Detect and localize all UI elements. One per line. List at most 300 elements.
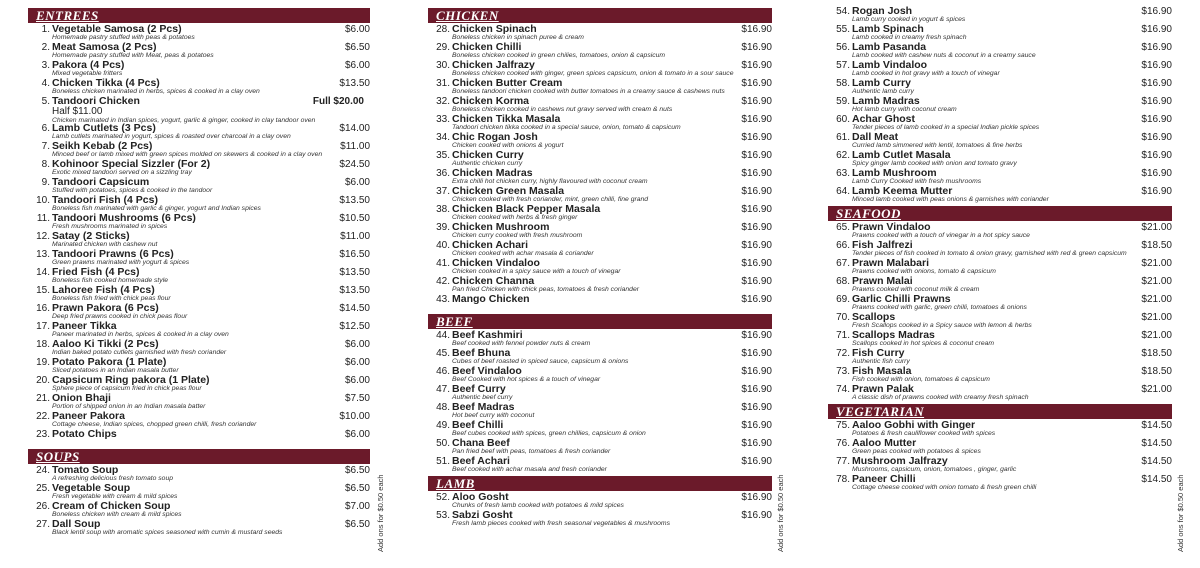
item-number: 37.	[436, 186, 450, 197]
item-price: $21.00	[1141, 330, 1172, 341]
item-description: Fresh mushrooms marinated in spices	[52, 222, 168, 230]
item-price: $16.90	[741, 42, 772, 53]
menu-item	[428, 258, 772, 276]
item-name: Chicken Green Masala	[452, 185, 565, 197]
item-number: 15.	[36, 285, 50, 296]
column-chicken-beef-lamb	[428, 6, 772, 528]
item-description: Hot lamb curry with coconut cream	[852, 105, 957, 113]
item-number: 46.	[436, 366, 450, 377]
item-number: 3.	[41, 60, 50, 71]
item-name: Beef Bhuna	[452, 347, 511, 359]
item-price: $7.00	[344, 501, 370, 512]
item-description: Authentic beef curry	[452, 393, 513, 401]
menu-item	[28, 285, 370, 303]
menu-item	[28, 78, 370, 96]
item-price: $16.90	[1141, 114, 1172, 125]
item-name: Prawn Palak	[852, 383, 914, 395]
item-price: $6.00	[344, 429, 370, 440]
item-name: Chicken Madras	[452, 167, 533, 179]
item-description: Fresh Scallops cooked in a Spicy sauce with lemon & herbs	[852, 321, 1032, 329]
item-name: Paneer Pakora	[52, 410, 125, 422]
item-price: $16.90	[741, 222, 772, 233]
item-name: Aaloo Ki Tikki (2 Pcs)	[52, 338, 159, 350]
menu-item	[28, 24, 370, 42]
item-price: $21.00	[1141, 312, 1172, 323]
section-title: SOUPS	[36, 449, 80, 464]
menu-item	[28, 411, 370, 429]
item-number: 40.	[436, 240, 450, 251]
item-number: 54.	[836, 6, 850, 17]
item-description: Deep fried prawns cooked in chick peas flour	[52, 312, 188, 320]
menu-item	[28, 303, 370, 321]
item-name: Tandoori Chicken	[52, 95, 140, 107]
item-price: $16.90	[741, 24, 772, 35]
menu-item	[28, 141, 370, 159]
item-number: 19.	[36, 357, 50, 368]
item-description: Chunks of fresh lamb cooked with potatoes & mild spices	[452, 501, 624, 509]
item-name: Satay (2 Sticks)	[52, 230, 130, 242]
item-description: Lamb cooked in creamy fresh spinach	[852, 33, 967, 41]
item-description: Lamb cooked with cashew nuts & coconut in a creamy sauce	[852, 51, 1036, 59]
column-lamb-seafood-vegetarian	[828, 6, 1172, 492]
item-name: Lamb Vindaloo	[852, 59, 928, 71]
item-number: 56.	[836, 42, 850, 53]
menu-item	[428, 222, 772, 240]
item-price: $6.50	[344, 519, 370, 530]
item-number: 2.	[41, 42, 50, 53]
item-number: 1.	[41, 24, 50, 35]
item-description: Boneless chicken cooked with ginger, green spices capsicum, onion & tomato in a sour sauce	[452, 69, 734, 77]
menu-item	[828, 78, 1172, 96]
menu-item	[828, 168, 1172, 186]
item-name: Beef Chilli	[452, 419, 504, 431]
item-price: $16.90	[741, 204, 772, 215]
item-number: 55.	[836, 24, 850, 35]
item-description: Beef cooked with achar masala and fresh coriander	[452, 465, 607, 473]
item-number: 67.	[836, 258, 850, 269]
item-name: Garlic Chilli Prawns	[852, 293, 951, 305]
section-header	[828, 206, 1172, 221]
item-price: $6.00	[344, 60, 370, 71]
item-number: 5.	[41, 96, 50, 107]
item-description: Cubes of beef roasted in spiced sauce, capsicum & onions	[452, 357, 629, 365]
item-price: $16.90	[1141, 132, 1172, 143]
item-description: Boneless chicken cooked in cashews nut gravy served with cream & nuts	[452, 105, 673, 113]
item-price: $16.90	[1141, 24, 1172, 35]
item-name: Beef Curry	[452, 383, 506, 395]
item-number: 21.	[36, 393, 50, 404]
menu-item	[28, 177, 370, 195]
item-number: 33.	[436, 114, 450, 125]
item-name: Chicken Butter Cream	[452, 77, 563, 89]
menu-item	[28, 42, 370, 60]
item-description: A classic dish of prawns cooked with creamy fresh spinach	[852, 393, 1029, 401]
menu-item	[828, 24, 1172, 42]
item-name: Kohinoor Special Sizzler (For 2)	[52, 158, 211, 170]
item-number: 75.	[836, 420, 850, 431]
item-name: Dall Meat	[852, 131, 899, 143]
item-name: Mushroom Jalfrazy	[852, 455, 948, 467]
item-description: Chicken cooked with onions & yogurt	[452, 141, 564, 149]
item-number: 9.	[41, 177, 50, 188]
menu-item	[828, 6, 1172, 24]
item-name: Chicken Chilli	[452, 41, 522, 53]
item-description: Portion of shipped onion in an Indian masala batter	[52, 402, 206, 410]
item-number: 11.	[36, 213, 50, 224]
menu-item	[28, 465, 370, 483]
item-description: Homemade pastry stuffed with Meat, peas & potatoes	[52, 51, 214, 59]
item-price: $16.90	[741, 492, 772, 503]
item-price: $16.90	[1141, 78, 1172, 89]
menu-item	[428, 24, 772, 42]
item-name: Chic Rogan Josh	[452, 131, 538, 143]
item-price: $13.50	[339, 267, 370, 278]
item-description: Sphere piece of capsicum fried in chick peas flour	[52, 384, 202, 392]
item-name: Prawn Pakora (6 Pcs)	[52, 302, 159, 314]
item-number: 44.	[436, 330, 450, 341]
item-description: Boneless chicken cooked in green chilies, tomatoes, onion & capsicum	[452, 51, 666, 59]
section-title: LAMB	[436, 476, 475, 491]
item-description: Mushrooms, capsicum, onion, tomatoes , ginger, garlic	[852, 465, 1017, 473]
item-number: 17.	[36, 321, 50, 332]
item-price: $6.50	[344, 483, 370, 494]
item-name: Chicken Spinach	[452, 23, 537, 35]
menu-item	[28, 501, 370, 519]
item-price: $16.90	[1141, 168, 1172, 179]
item-description: Boneless chicken with cream & mild spices	[52, 510, 182, 518]
menu-item	[428, 78, 772, 96]
item-number: 70.	[836, 312, 850, 323]
menu-item	[428, 366, 772, 384]
item-name: Chicken Tikka Masala	[452, 113, 561, 125]
item-number: 59.	[836, 96, 850, 107]
item-name: Aaloo Gobhi with Ginger	[852, 419, 976, 431]
item-name: Onion Bhaji	[52, 392, 111, 404]
menu-item	[28, 267, 370, 285]
item-number: 77.	[836, 456, 850, 467]
item-name: Fish Curry	[852, 347, 905, 359]
menu-item	[428, 132, 772, 150]
item-description: Chicken cooked with fresh coriander, mint, green chilli, fine grand	[452, 195, 649, 203]
item-name: Chicken Vindaloo	[452, 257, 540, 269]
item-price: $21.00	[1141, 294, 1172, 305]
item-price: $6.50	[344, 42, 370, 53]
item-description: Tender pieces of lamb cooked in a special Indian pickle spices	[852, 123, 1040, 131]
menu-item	[428, 330, 772, 348]
item-description: Black lentil soup with aromatic spices seasoned with cumin & mustard seeds	[52, 528, 283, 536]
item-name: Tandoori Fish (4 Pcs)	[52, 194, 158, 206]
item-number: 10.	[36, 195, 50, 206]
menu-item	[28, 375, 370, 393]
item-price: $16.90	[1141, 96, 1172, 107]
item-description: Chicken curry cooked with fresh mushroom	[452, 231, 583, 239]
item-description: Marinated chicken with cashew nut	[52, 240, 158, 248]
item-price: $14.50	[339, 303, 370, 314]
item-description: Boneless fish fried with chick peas flour	[52, 294, 171, 302]
item-number: 48.	[436, 402, 450, 413]
item-name: Seikh Kebab (2 Pcs)	[52, 140, 153, 152]
menu-item	[428, 438, 772, 456]
section-title: ENTREES	[36, 8, 99, 23]
item-name: Scallops	[852, 311, 896, 323]
item-description: Beef Cooked with hot spices & a touch of vinegar	[452, 375, 601, 383]
item-number: 23.	[36, 429, 50, 440]
item-price: $16.90	[741, 348, 772, 359]
menu-item	[28, 96, 370, 123]
item-description: Sliced potatoes in an Indian masala butter	[52, 366, 179, 374]
menu-item	[28, 483, 370, 501]
item-number: 32.	[436, 96, 450, 107]
item-price: $16.90	[1141, 6, 1172, 17]
item-number: 28.	[436, 24, 450, 35]
item-number: 57.	[836, 60, 850, 71]
item-description: Tandoori chicken tikka cooked in a special sauce, onion, tomato & capsicum	[452, 123, 681, 131]
menu-item	[428, 510, 772, 528]
item-name: Potato Chips	[52, 428, 117, 440]
item-number: 53.	[436, 510, 450, 521]
item-price: $16.90	[741, 294, 772, 305]
item-description: Homemade pastry stuffed with peas & potatoes	[52, 33, 195, 41]
item-number: 49.	[436, 420, 450, 431]
menu-item	[28, 321, 370, 339]
section-header	[28, 449, 370, 464]
menu-item	[428, 186, 772, 204]
item-price: $16.90	[741, 240, 772, 251]
menu-item	[428, 168, 772, 186]
section-title: BEEF	[436, 314, 473, 329]
item-price: $14.50	[1141, 438, 1172, 449]
menu-item	[428, 456, 772, 474]
menu-item	[28, 195, 370, 213]
menu-item	[428, 114, 772, 132]
item-description: Extra chilli hot chicken curry, highly flavoured with coconut cream	[452, 177, 648, 185]
item-description: Prawns cooked with a touch of vinegar in a hot spicy sauce	[852, 231, 1030, 239]
item-price: $16.90	[741, 420, 772, 431]
item-number: 63.	[836, 168, 850, 179]
item-price: $16.90	[741, 258, 772, 269]
item-description: Lamb cooked in hot gravy with a touch of vinegar	[852, 69, 1000, 77]
item-price: $18.50	[1141, 240, 1172, 251]
add-ons-note: Add ons for $0.50 each	[376, 474, 385, 552]
item-number: 69.	[836, 294, 850, 305]
item-description: Boneless chicken marinated in herbs, spices & cooked in a clay oven	[52, 87, 260, 95]
menu-item	[828, 258, 1172, 276]
item-name: Chana Beef	[452, 437, 510, 449]
item-number: 66.	[836, 240, 850, 251]
item-price: $16.90	[741, 96, 772, 107]
item-price: $16.90	[741, 384, 772, 395]
item-number: 68.	[836, 276, 850, 287]
item-price: $16.90	[741, 456, 772, 467]
section-header	[428, 8, 772, 23]
item-price: $10.50	[339, 213, 370, 224]
item-description: Green prawns marinated with yogurt & spices	[52, 258, 190, 266]
menu-item	[828, 276, 1172, 294]
section-title: SEAFOOD	[836, 206, 901, 221]
item-description: Hot beef curry with coconut	[452, 411, 535, 419]
item-number: 12.	[36, 231, 50, 242]
item-number: 47.	[436, 384, 450, 395]
item-price: $24.50	[339, 159, 370, 170]
item-description: Exotic mixed tandoori served on a sizzling tray	[52, 168, 192, 176]
item-price: $6.50	[344, 465, 370, 476]
item-description: Tender pieces of fish cooked in tomato & onion gravy, garnished with red & green capsicum	[852, 249, 1127, 257]
item-description: Boneless tandoori chicken cooked with butter tomatoes in a creamy sauce & cashews nuts	[452, 87, 725, 95]
item-description: Fresh lamb pieces cooked with fresh seasonal vegetables & mushrooms	[452, 519, 670, 527]
item-number: 22.	[36, 411, 50, 422]
add-ons-note: Add ons for $0.50 each	[776, 474, 785, 552]
item-name: Dall Soup	[52, 518, 101, 530]
menu-item	[828, 438, 1172, 456]
menu-item	[428, 96, 772, 114]
item-description: Boneless fish cooked homemade style	[52, 276, 168, 284]
item-name: Lamb Cutlets (3 Pcs)	[52, 122, 156, 134]
menu-item	[828, 60, 1172, 78]
item-number: 73.	[836, 366, 850, 377]
menu-item	[828, 474, 1172, 492]
item-number: 6.	[41, 123, 50, 134]
item-price: $16.90	[1141, 150, 1172, 161]
item-description: Prawns cooked with coconut milk & cream	[852, 285, 980, 293]
item-price: $18.50	[1141, 348, 1172, 359]
item-price: $18.50	[1141, 366, 1172, 377]
item-name: Rogan Josh	[852, 5, 913, 17]
item-name: Lamb Curry	[852, 77, 911, 89]
item-description: Cottage cheese cooked with onion tomato & fresh green chilli	[852, 483, 1037, 491]
item-price: $6.00	[344, 177, 370, 188]
item-number: 39.	[436, 222, 450, 233]
menu-item	[428, 492, 772, 510]
item-number: 25.	[36, 483, 50, 494]
section-title: CHICKEN	[436, 8, 499, 23]
item-name: Tomato Soup	[52, 464, 119, 476]
item-name: Chicken Tikka (4 Pcs)	[52, 77, 160, 89]
item-number: 76.	[836, 438, 850, 449]
item-description: Prawns cooked with garlic, green chilli, tomatoes & onions	[852, 303, 1027, 311]
item-price: $6.00	[344, 339, 370, 350]
item-name: Chicken Jalfrazy	[452, 59, 535, 71]
menu-item	[28, 123, 370, 141]
item-number: 38.	[436, 204, 450, 215]
item-description: Stuffed with potatoes, spices & cooked in the tandoor	[52, 186, 213, 194]
item-description: Beef cooked with fennel powder nuts & cream	[452, 339, 591, 347]
item-name: Lahoree Fish (4 Pcs)	[52, 284, 155, 296]
item-number: 60.	[836, 114, 850, 125]
item-price: $14.50	[1141, 456, 1172, 467]
item-price: $16.90	[1141, 42, 1172, 53]
item-price: $16.90	[741, 330, 772, 341]
item-price: $16.90	[741, 60, 772, 71]
item-name: Achar Ghost	[852, 113, 916, 125]
item-name: Aaloo Mutter	[852, 437, 917, 449]
menu-item	[28, 339, 370, 357]
item-name: Chicken Achari	[452, 239, 529, 251]
item-description: Lamb cutlets marinated in yogurt, spices & roasted over charcoal in a clay oven	[52, 132, 291, 140]
item-description: Curried lamb simmered with lentil, tomatoes & fine herbs	[852, 141, 1023, 149]
item-number: 74.	[836, 384, 850, 395]
item-name: Capsicum Ring pakora (1 Plate)	[52, 374, 210, 386]
item-name: Sabzi Gosht	[452, 509, 513, 521]
item-name: Fish Masala	[852, 365, 912, 377]
item-number: 52.	[436, 492, 450, 503]
item-price: $21.00	[1141, 384, 1172, 395]
menu-item	[428, 240, 772, 258]
menu-item	[28, 429, 370, 447]
item-description: Scallops cooked in hot spices & coconut cream	[852, 339, 995, 347]
item-number: 50.	[436, 438, 450, 449]
item-name: Fried Fish (4 Pcs)	[52, 266, 140, 278]
item-name: Scallops Madras	[852, 329, 935, 341]
item-name: Fish Jalfrezi	[852, 239, 913, 251]
menu-item	[428, 348, 772, 366]
item-price: $21.00	[1141, 276, 1172, 287]
item-number: 51.	[436, 456, 450, 467]
item-number: 42.	[436, 276, 450, 287]
menu-item	[28, 393, 370, 411]
item-description: Beef cubes cooked with spices, green chillies, capsicum & onion	[452, 429, 646, 437]
menu-item	[828, 348, 1172, 366]
item-description: Chicken cooked with achar masala & coriander	[452, 249, 594, 257]
menu-item	[828, 222, 1172, 240]
item-number: 30.	[436, 60, 450, 71]
menu-item	[828, 366, 1172, 384]
menu-item	[828, 96, 1172, 114]
item-price: $16.90	[741, 510, 772, 521]
item-name: Lamb Pasanda	[852, 41, 927, 53]
item-price: $12.50	[339, 321, 370, 332]
section-header	[428, 314, 772, 329]
item-description: Authentic fish curry	[852, 357, 910, 365]
item-price: $16.90	[1141, 186, 1172, 197]
menu-item	[828, 114, 1172, 132]
item-price: $13.50	[339, 285, 370, 296]
menu-item	[428, 276, 772, 294]
item-number: 29.	[436, 42, 450, 53]
item-name: Mango Chicken	[452, 293, 530, 305]
menu-item	[828, 330, 1172, 348]
item-description: Cottage cheese, Indian spices, chopped green chilli, fresh coriander	[52, 420, 257, 428]
item-number: 41.	[436, 258, 450, 269]
item-name: Paneer Chilli	[852, 473, 916, 485]
item-description: Fish cooked with onion, tomatoes & capsicum	[852, 375, 990, 383]
item-description: Mixed vegetable fritters	[52, 69, 123, 77]
item-name: Paneer Tikka	[52, 320, 117, 332]
item-number: 35.	[436, 150, 450, 161]
item-number: 16.	[36, 303, 50, 314]
item-number: 45.	[436, 348, 450, 359]
item-number: 18.	[36, 339, 50, 350]
item-price: $16.90	[741, 168, 772, 179]
item-name: Beef Vindaloo	[452, 365, 522, 377]
item-name: Chicken Korma	[452, 95, 530, 107]
item-number: 4.	[41, 78, 50, 89]
item-price: $21.00	[1141, 258, 1172, 269]
item-name: Lamb Keema Mutter	[852, 185, 953, 197]
item-number: 13.	[36, 249, 50, 260]
menu-item	[28, 519, 370, 537]
menu-item	[428, 42, 772, 60]
item-description: Authentic lamb curry	[852, 87, 914, 95]
item-description: Boneless fish marinated with garlic & ginger, yogurt and Indian spices	[52, 204, 261, 212]
menu-item	[828, 384, 1172, 402]
item-description: Potatoes & fresh cauliflower cooked with spices	[852, 429, 996, 437]
item-number: 20.	[36, 375, 50, 386]
item-number: 58.	[836, 78, 850, 89]
item-description: Chicken cooked with herbs & fresh ginger	[452, 213, 578, 221]
menu-item	[828, 240, 1172, 258]
item-price: $11.00	[340, 231, 370, 242]
menu-item	[828, 150, 1172, 168]
